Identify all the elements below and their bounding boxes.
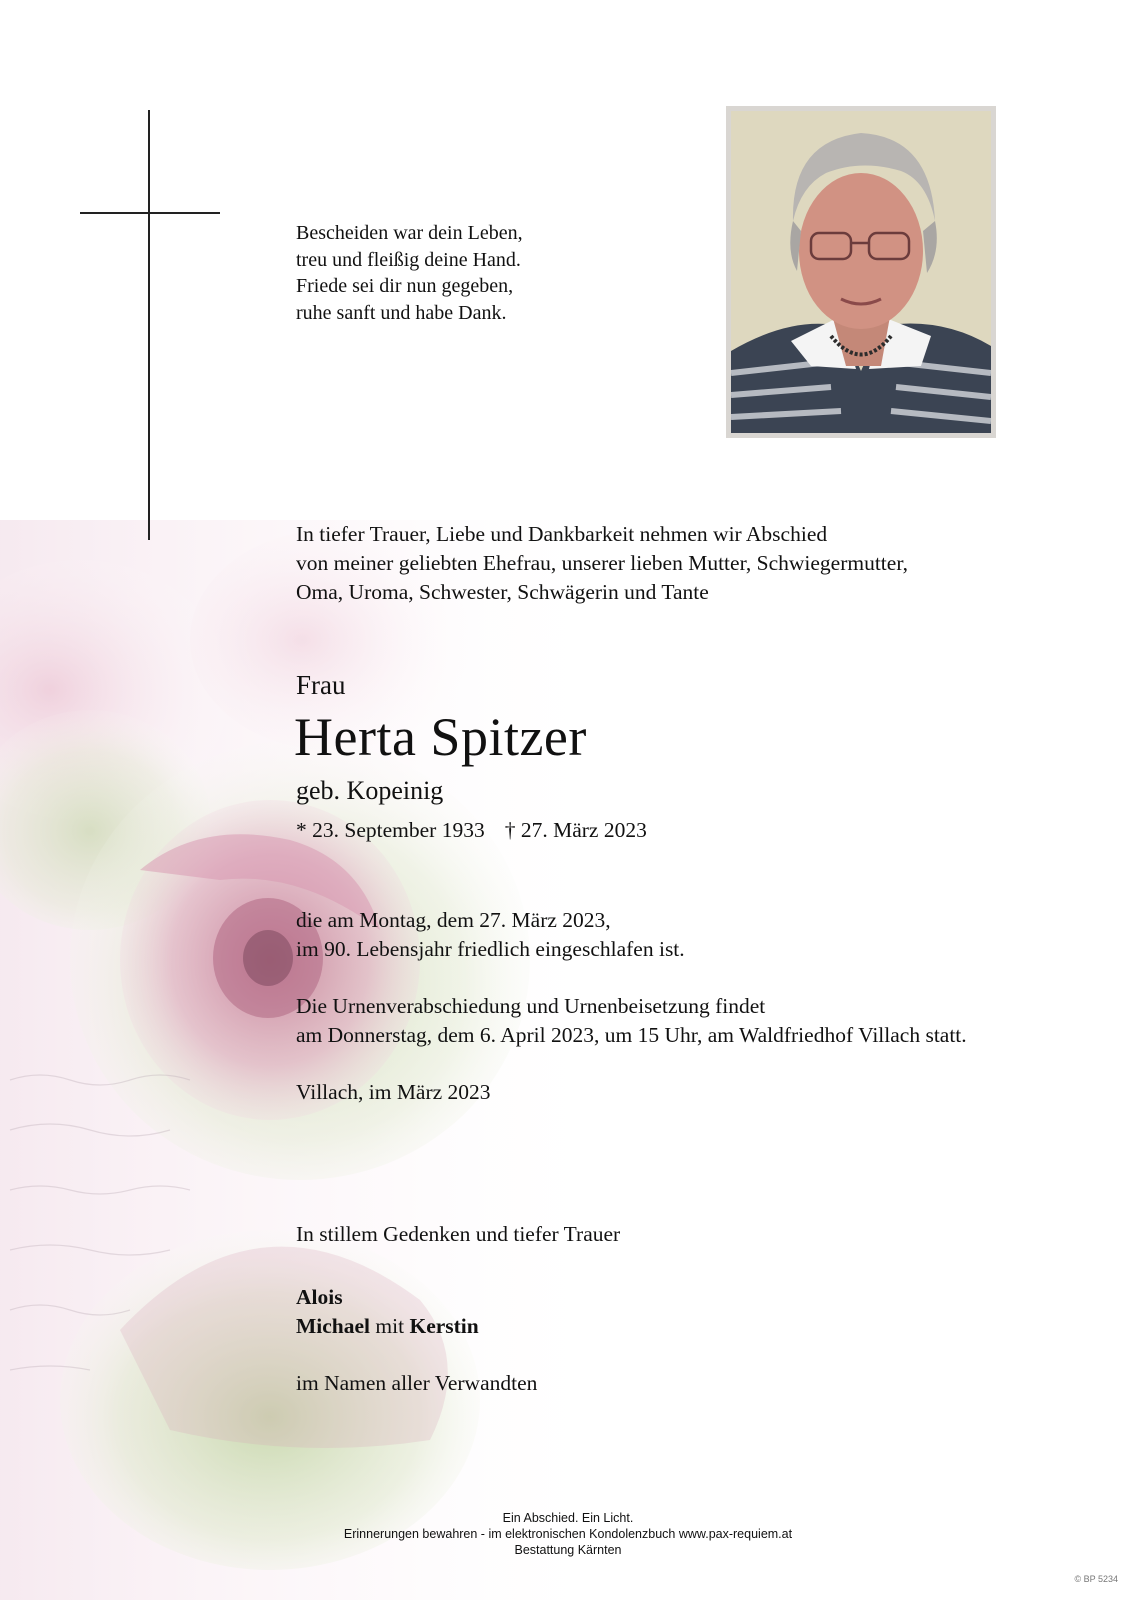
birth-name: geb. Kopeinig [296, 776, 444, 805]
cross-icon-horizontal [80, 212, 220, 214]
footer [0, 1510, 1136, 1558]
portrait-image [731, 111, 991, 433]
ceremony-line: Die Urnenverabschiedung und Urnenbeisetzung findet [296, 994, 766, 1018]
mourner-name: Michael [296, 1314, 371, 1338]
poem-line: Bescheiden war dein Leben, [296, 222, 523, 244]
birth-date: * 23. September 1933 [296, 818, 485, 842]
footer-line: Bestattung Kärnten [514, 1543, 622, 1557]
poem-line: ruhe sanft und habe Dank. [296, 301, 507, 324]
closing-section [296, 1220, 620, 1398]
template-code: © BP 5234 [1074, 1574, 1118, 1584]
family-line: im Namen aller Verwandten [296, 1371, 538, 1395]
deceased-name: Herta Spitzer [294, 707, 587, 767]
life-dates [296, 818, 647, 843]
mourner-name: Kerstin [409, 1314, 479, 1338]
portrait-photo [726, 106, 996, 438]
poem-line: Friede sei dir nun gegeben, [296, 275, 514, 297]
passing-line: die am Montag, dem 27. März 2023, [296, 908, 611, 932]
passing-line: im 90. Lebensjahr friedlich eingeschlafen ist. [296, 937, 685, 961]
death-date: † 27. März 2023 [504, 818, 647, 842]
cross-icon-vertical [148, 110, 150, 540]
mourner-connector: mit [375, 1314, 405, 1338]
intro-line: Oma, Uroma, Schwester, Schwägerin und Tante [296, 580, 709, 604]
salutation: Frau [296, 670, 346, 700]
intro-line: In tiefer Trauer, Liebe und Dankbarkeit nehmen wir Abschied [296, 522, 828, 546]
announcement-body [296, 906, 967, 1107]
mourner-name: Alois [296, 1285, 343, 1309]
ceremony-line: am Donnerstag, dem 6. April 2023, um 15 Uhr, am Waldfriedhof Villach statt. [296, 1023, 967, 1047]
intro-line: von meiner geliebten Ehefrau, unserer lieben Mutter, Schwiegermutter, [296, 551, 908, 575]
footer-line: Ein Abschied. Ein Licht. [502, 1511, 634, 1525]
poem-line: treu und fleißig deine Hand. [296, 248, 521, 271]
memorial-poem [296, 220, 523, 326]
closing-intro: In stillem Gedenken und tiefer Trauer [296, 1222, 621, 1246]
footer-line: Erinnerungen bewahren - im elektronischen Kondolenzbuch www.pax-requiem.at [343, 1527, 793, 1541]
place-date: Villach, im März 2023 [296, 1080, 491, 1104]
announcement-intro [296, 520, 908, 607]
